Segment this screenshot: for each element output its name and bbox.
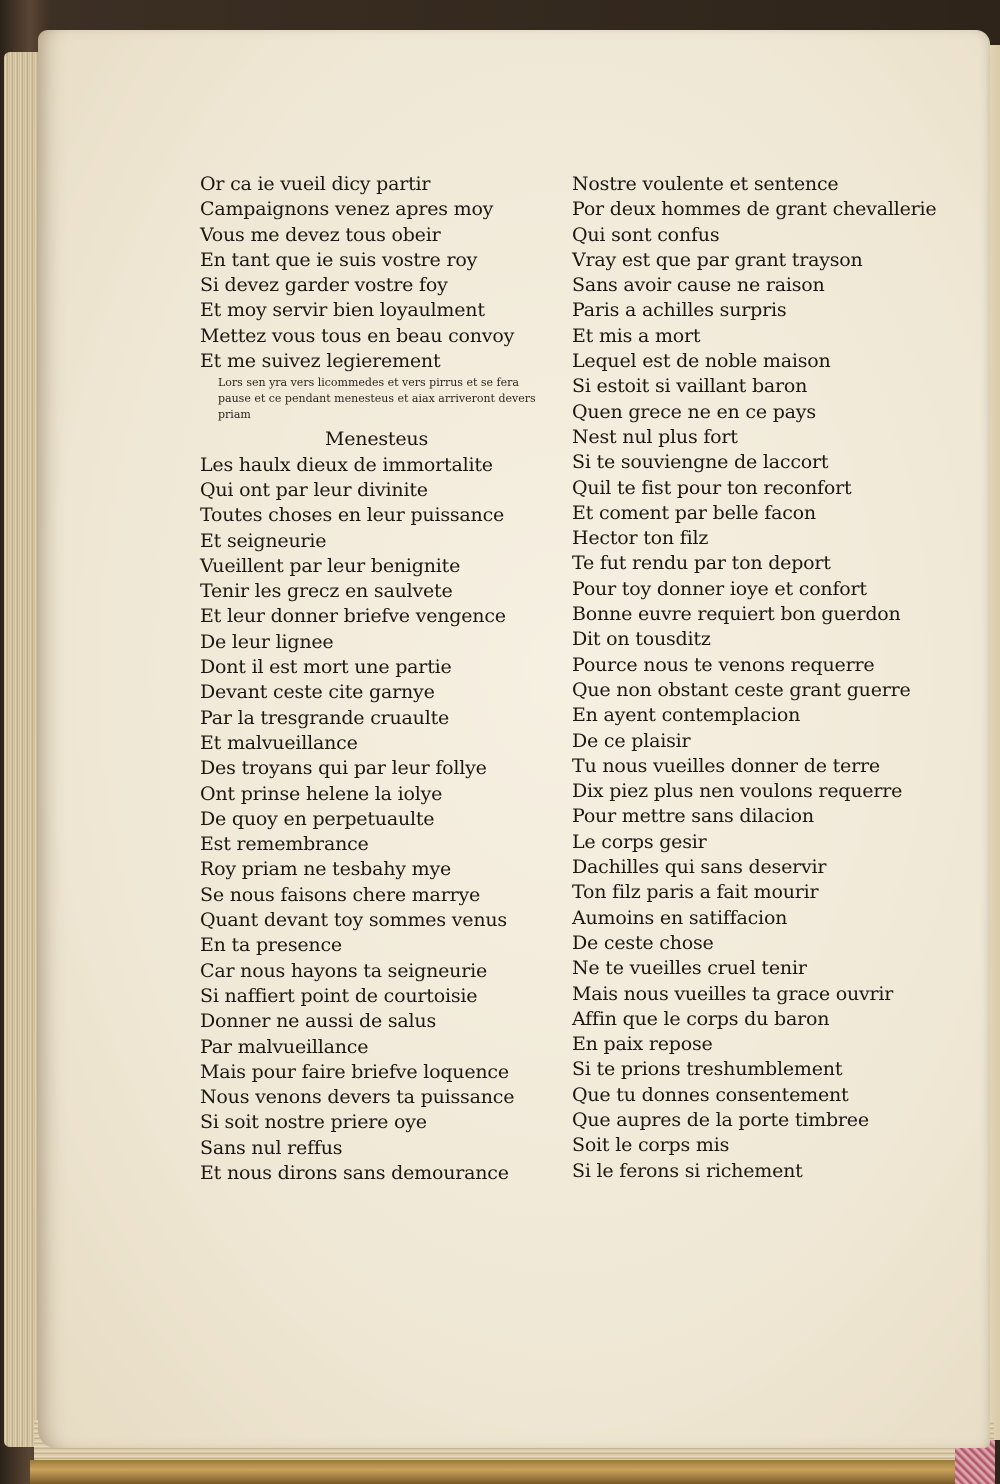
- verse-line: Vueillent par leur benignite: [200, 554, 461, 577]
- verse-line: De quoy en perpetuaulte: [200, 807, 435, 830]
- verse-line: Et malvueillance: [200, 731, 358, 754]
- verse-line: Dont il est mort une partie: [200, 656, 452, 679]
- stage-direction: Lors sen yra vers licommedes et vers pirrus et se fera pause et ce pendant menesteus et aiax arriveront devers priam: [218, 376, 536, 422]
- verse-line: Dix piez plus nen voulons requerre: [572, 780, 903, 803]
- verse-line: Pource nous te venons requerre: [572, 653, 875, 676]
- verse-line: Ton filz paris a fait mourir: [572, 881, 819, 904]
- verse-line: Le corps gesir: [572, 830, 707, 853]
- left-text-column: [200, 172, 548, 1186]
- verse-line: Quen grece ne en ce pays: [572, 400, 816, 423]
- verse-line: Dit on tousditz: [572, 628, 711, 651]
- verse-line: Si devez garder vostre foy: [200, 274, 448, 297]
- verse-line: Paris a achilles surpris: [572, 299, 787, 322]
- verse-line: Si estoit si vaillant baron: [572, 375, 808, 398]
- verse-line: Si soit nostre priere oye: [200, 1111, 427, 1134]
- verse-line: Et seigneurie: [200, 529, 327, 552]
- verse-line: Mais nous vueilles ta grace ouvrir: [572, 982, 894, 1005]
- verse-line: Et nous dirons sans demourance: [200, 1161, 509, 1184]
- verse-line: En ta presence: [200, 934, 342, 957]
- verse-line: Sans nul reffus: [200, 1136, 343, 1159]
- verse-line: Si te prions treshumblement: [572, 1058, 843, 1081]
- verse-line: Car nous hayons ta seigneurie: [200, 959, 488, 982]
- verse-line: Affin que le corps du baron: [572, 1007, 830, 1030]
- verse-line: Qui sont confus: [572, 223, 720, 246]
- verse-line: Sans avoir cause ne raison: [572, 274, 825, 297]
- verse-line: Toutes choses en leur puissance: [200, 504, 505, 527]
- verse-line: Et me suivez legierement: [200, 350, 441, 373]
- verse-line: En tant que ie suis vostre roy: [200, 248, 478, 271]
- verse-line: Que tu donnes consentement: [572, 1083, 849, 1106]
- verse-line: Mettez vous tous en beau convoy: [200, 324, 515, 347]
- verse-line: Vray est que par grant trayson: [572, 248, 863, 271]
- verse-line: En ayent contemplacion: [572, 704, 801, 727]
- speaker-name: Menesteus: [325, 428, 428, 451]
- verse-line: Par la tresgrande cruaulte: [200, 706, 450, 729]
- verse-line: Si naffiert point de courtoisie: [200, 984, 478, 1007]
- verse-line: Et mis a mort: [572, 324, 701, 347]
- verse-line: Por deux hommes de grant chevallerie: [572, 198, 937, 221]
- gilt-edge: [30, 1460, 995, 1484]
- verse-line: Nous venons devers ta puissance: [200, 1086, 515, 1109]
- verse-line: Qui ont par leur divinite: [200, 478, 428, 501]
- verse-line: Et leur donner briefve vengence: [200, 605, 506, 628]
- verse-line: Et moy servir bien loyaulment: [200, 299, 485, 322]
- verse-line: Se nous faisons chere marrye: [200, 883, 481, 906]
- verse-line: Aumoins en satiffacion: [572, 906, 788, 929]
- verse-line: En paix repose: [572, 1033, 713, 1056]
- verse-line: Vous me devez tous obeir: [200, 223, 441, 246]
- verse-line: Quant devant toy sommes venus: [200, 909, 507, 932]
- verse-line: Bonne euvre requiert bon guerdon: [572, 603, 901, 626]
- verse-line: Mais pour faire briefve loquence: [200, 1060, 509, 1083]
- verse-line: Pour mettre sans dilacion: [572, 805, 814, 828]
- verse-line: Des troyans qui par leur follye: [200, 757, 487, 780]
- verse-line: Dachilles qui sans deservir: [572, 856, 827, 879]
- verse-line: Hector ton filz: [572, 527, 709, 550]
- verse-line: Que non obstant ceste grant guerre: [572, 678, 911, 701]
- verse-line: Ne te vueilles cruel tenir: [572, 957, 807, 980]
- verse-line: Lequel est de noble maison: [572, 350, 831, 373]
- verse-line: Et coment par belle facon: [572, 501, 816, 524]
- verse-line: Est remembrance: [200, 833, 369, 856]
- verse-line: Si le ferons si richement: [572, 1159, 803, 1182]
- verse-line: De ceste chose: [572, 931, 714, 954]
- verse-line: Ont prinse helene la iolye: [200, 782, 443, 805]
- verse-line: Nest nul plus fort: [572, 425, 738, 448]
- verse-line: Soit le corps mis: [572, 1134, 730, 1157]
- verse-line: Par malvueillance: [200, 1035, 369, 1058]
- verse-line: Pour toy donner ioye et confort: [572, 577, 867, 600]
- right-text-column: [572, 172, 936, 1184]
- verse-line: Que aupres de la porte timbree: [572, 1108, 869, 1131]
- verse-line: De leur lignee: [200, 630, 334, 653]
- verse-line: Tu nous vueilles donner de terre: [572, 754, 880, 777]
- verse-line: Campaignons venez apres moy: [200, 198, 494, 221]
- verse-line: Or ca ie vueil dicy partir: [200, 173, 431, 195]
- verse-line: Quil te fist pour ton reconfort: [572, 476, 852, 499]
- verse-line: De ce plaisir: [572, 729, 691, 752]
- verse-line: Devant ceste cite garnye: [200, 681, 435, 704]
- verse-line: Te fut rendu par ton deport: [572, 552, 831, 575]
- verse-line: Roy priam ne tesbahy mye: [200, 858, 452, 881]
- verse-line: Nostre voulente et sentence: [572, 173, 839, 195]
- verse-line: Tenir les grecz en saulvete: [200, 580, 453, 603]
- verse-line: Donner ne aussi de salus: [200, 1010, 437, 1033]
- verse-line: Les haulx dieux de immortalite: [200, 453, 493, 476]
- verse-line: Si te souviengne de laccort: [572, 451, 829, 474]
